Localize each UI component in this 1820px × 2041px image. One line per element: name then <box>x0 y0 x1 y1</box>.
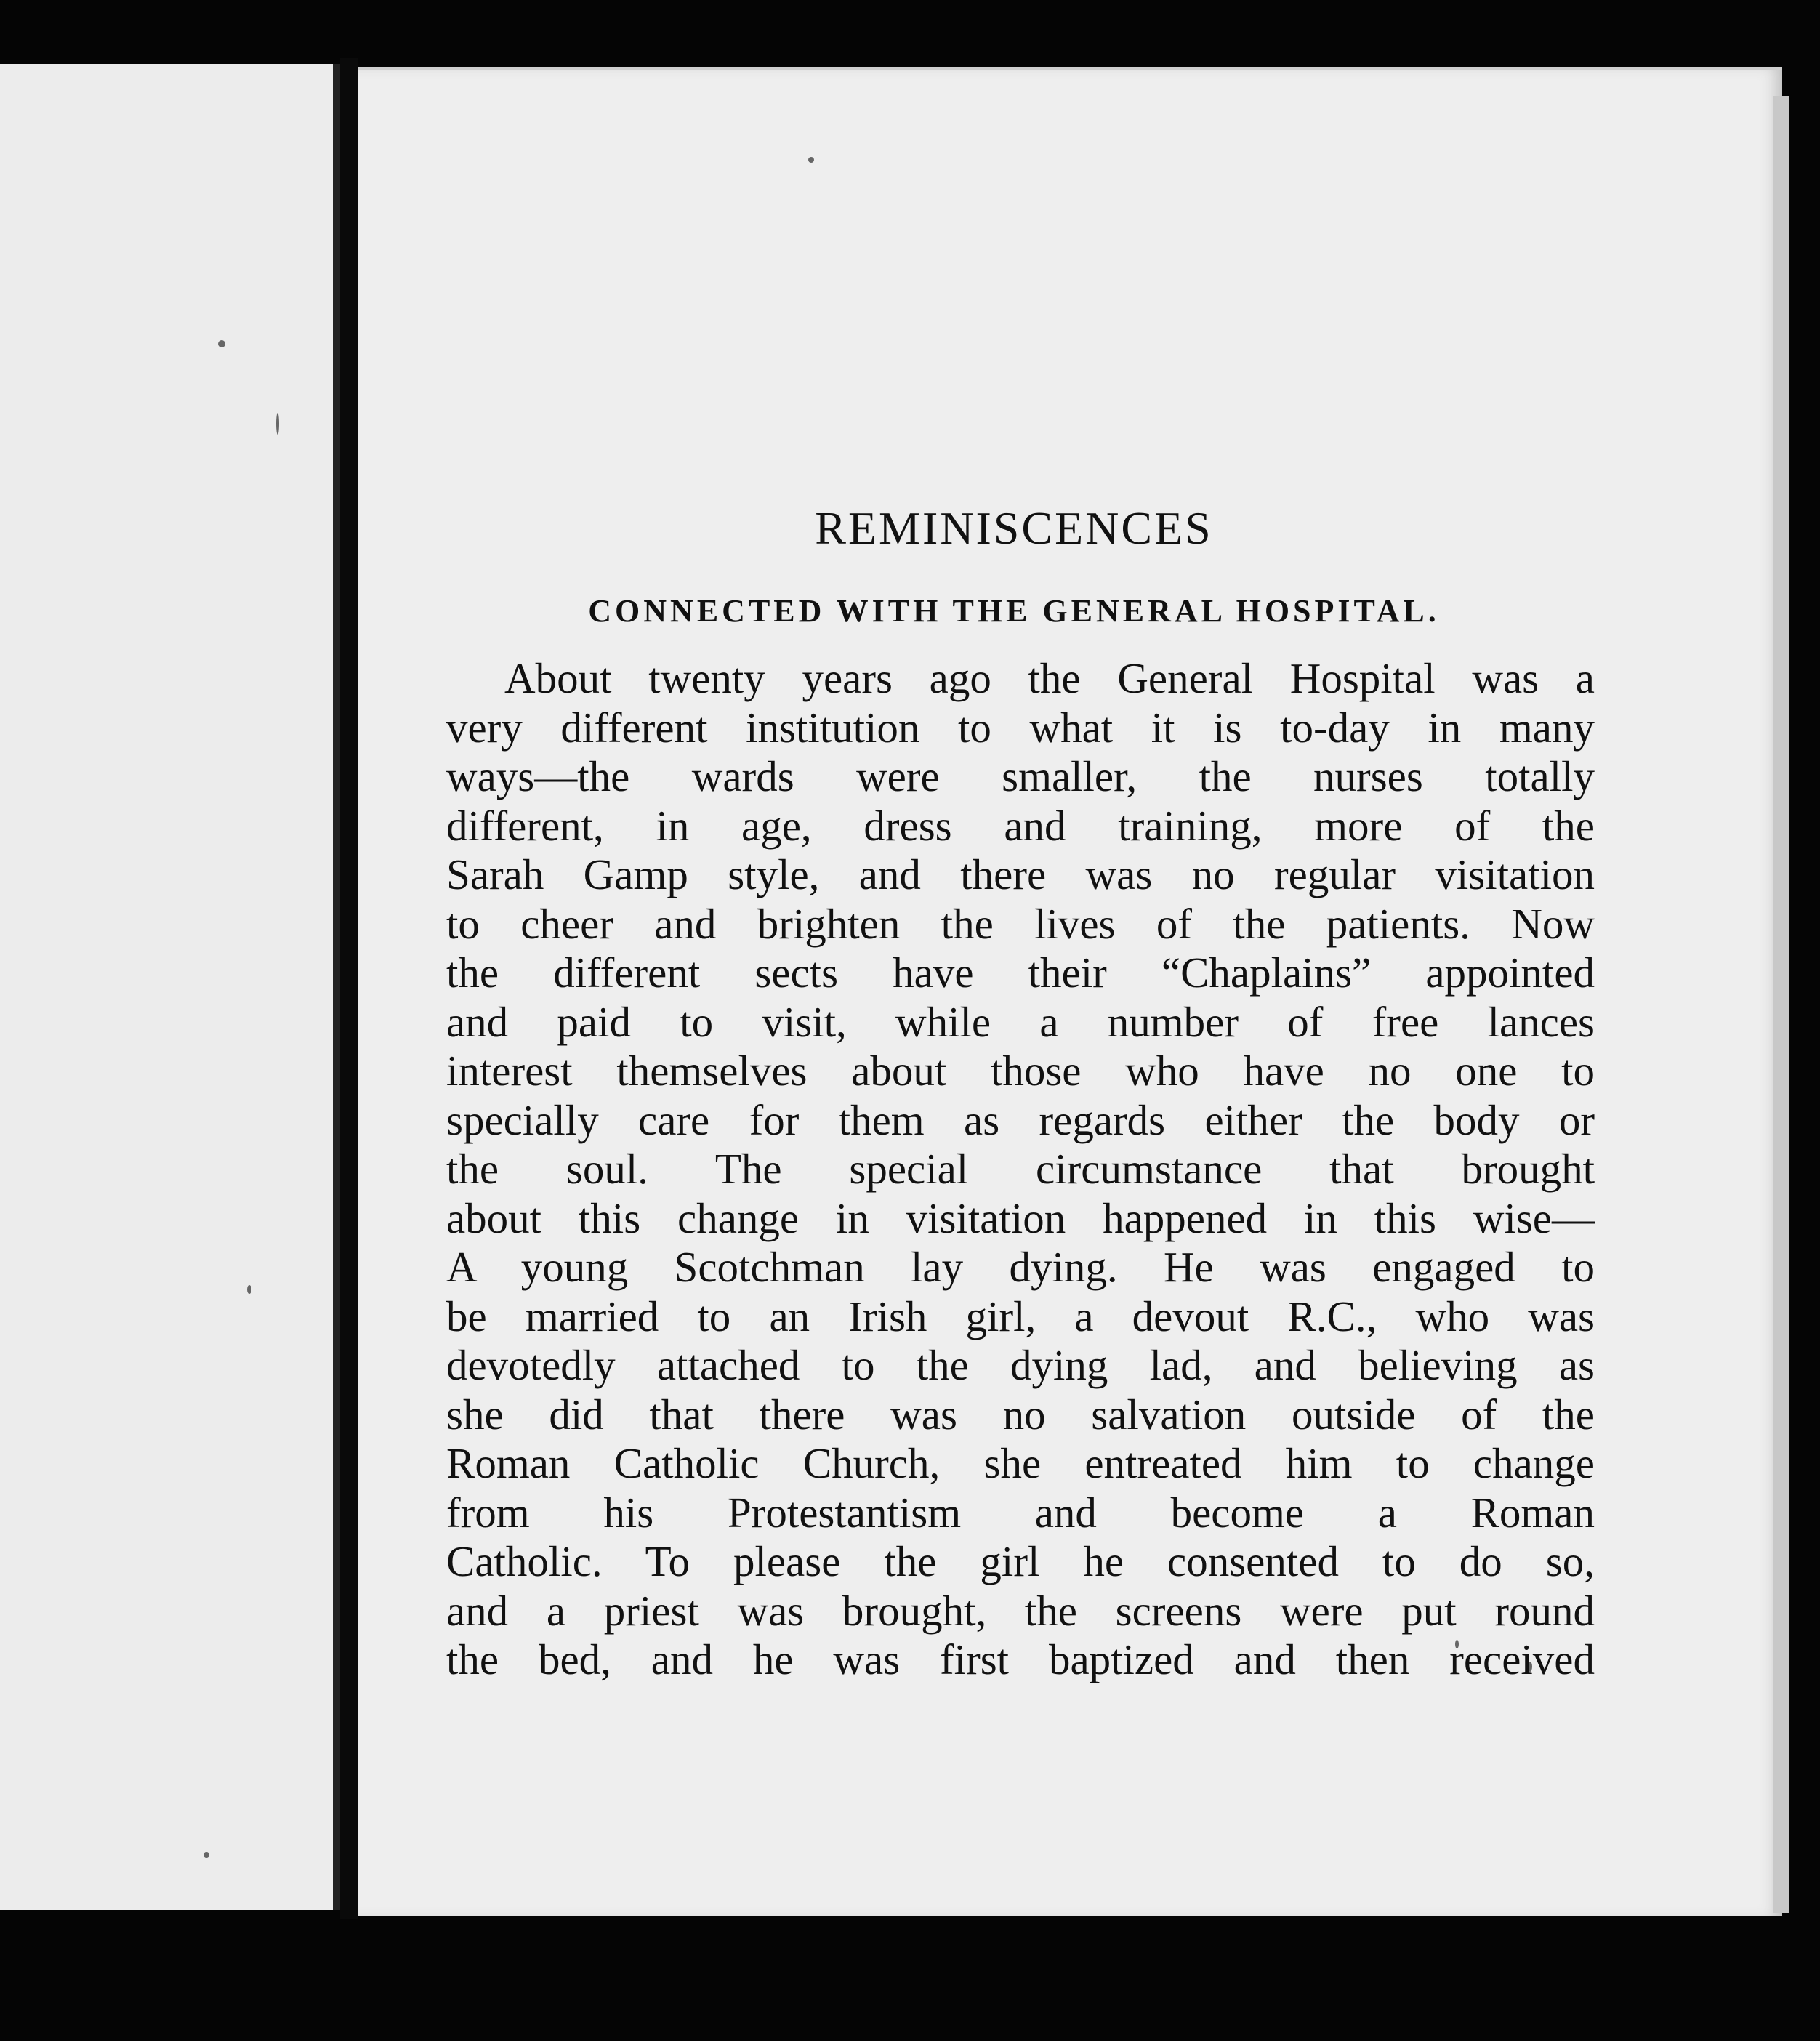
paper-speck <box>808 157 814 163</box>
paper-speck <box>218 340 225 347</box>
text-line: different, in age, dress and training, more of the <box>446 801 1595 850</box>
book-gutter <box>340 58 358 1919</box>
text-line: ways—the wards were smaller, the nurses totally <box>446 752 1595 800</box>
page-subtitle: CONNECTED WITH THE GENERAL HOSPITAL. <box>588 593 1440 629</box>
text-line: the different sects have their “Chaplains” appointed <box>446 949 1595 997</box>
text-line: the soul. The special circumstance that brought <box>446 1145 1595 1193</box>
text-line: from his Protestantism and become a Roman <box>446 1488 1595 1537</box>
text-line: A young Scotchman lay dying. He was engaged to <box>446 1243 1595 1291</box>
text-line: about this change in visitation happened in this wise— <box>446 1193 1595 1242</box>
text-line: devotedly attached to the dying lad, and believing as <box>446 1341 1595 1389</box>
text-line: specially care for them as regards either the body or <box>446 1095 1595 1144</box>
paper-speck <box>276 413 279 435</box>
text-line: Catholic. To please the girl he consented to do so, <box>446 1537 1595 1585</box>
text-line: Sarah Gamp style, and there was no regular visitation <box>446 850 1595 898</box>
text-line: interest themselves about those who have no one to <box>446 1047 1595 1095</box>
text-line: to cheer and brighten the lives of the patients. Now <box>446 899 1595 948</box>
left-page <box>0 64 340 1910</box>
text-line: and paid to visit, while a number of free lances <box>446 997 1595 1046</box>
text-line: she did that there was no salvation outside of the <box>446 1390 1595 1438</box>
text-line: the bed, and he was first baptized and then received <box>446 1635 1595 1683</box>
paper-speck <box>247 1285 251 1294</box>
page-edge <box>1773 96 1789 1913</box>
text-line: About twenty years ago the General Hospital was a <box>504 654 1595 702</box>
paper-speck <box>204 1852 209 1858</box>
text-line: and a priest was brought, the screens were put round <box>446 1586 1595 1635</box>
text-line: be married to an Irish girl, a devout R.C., who was <box>446 1292 1595 1340</box>
text-line: Roman Catholic Church, she entreated him to change <box>446 1439 1595 1487</box>
page-title: REMINISCENCES <box>815 502 1213 554</box>
text-line: very different institution to what it is to-day in many <box>446 703 1595 752</box>
body-text <box>446 654 1595 1685</box>
